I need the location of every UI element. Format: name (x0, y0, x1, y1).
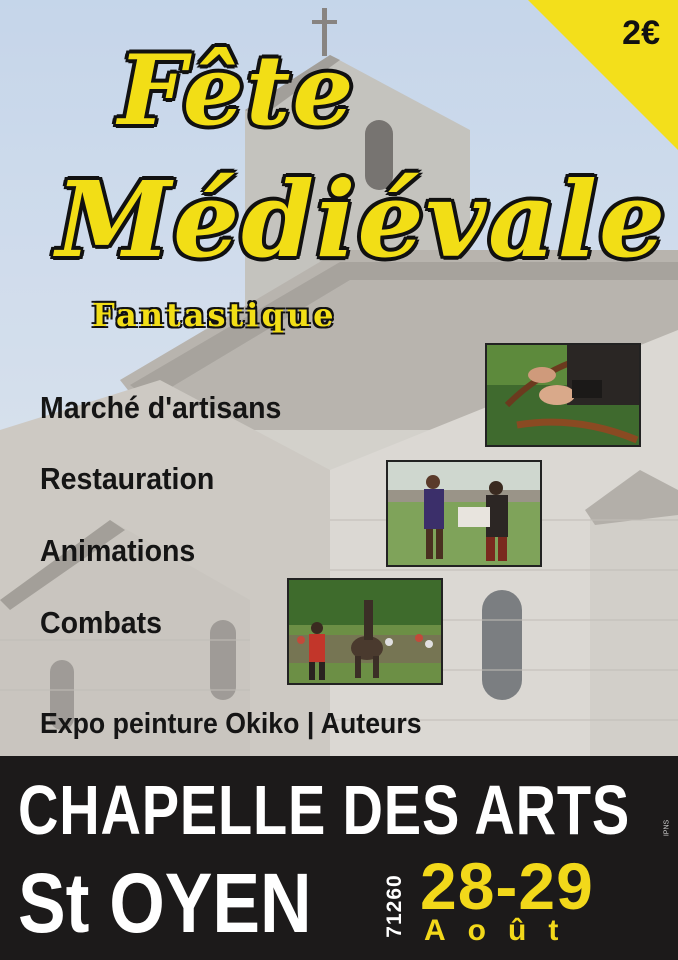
postcode (380, 866, 410, 946)
event-dates: 28-29 (420, 849, 594, 923)
activity-catering: Restauration (40, 461, 215, 496)
subtitle: Fantastique (92, 296, 337, 334)
title-line-1: Fête (118, 34, 356, 147)
postcode-text: 71260 (383, 874, 406, 938)
price-label: 2€ (622, 14, 660, 52)
print-credit-text: IPNS (663, 819, 671, 837)
event-month: Août (424, 914, 581, 947)
expo-line: Expo peinture Okiko | Auteurs (40, 708, 422, 740)
archer-photo (485, 343, 641, 447)
activity-combats: Combats (40, 605, 163, 640)
venue-name: CHAPELLE DES ARTS (18, 771, 631, 849)
activity-artisans-market: Marché d'artisans (40, 390, 282, 425)
town-name: St OYEN (18, 856, 312, 950)
combat-photo (287, 578, 443, 685)
print-credit (662, 808, 672, 848)
activity-entertainment: Animations (40, 533, 196, 568)
knights-photo (386, 460, 542, 567)
title-line-2: Médiévale (56, 158, 668, 281)
